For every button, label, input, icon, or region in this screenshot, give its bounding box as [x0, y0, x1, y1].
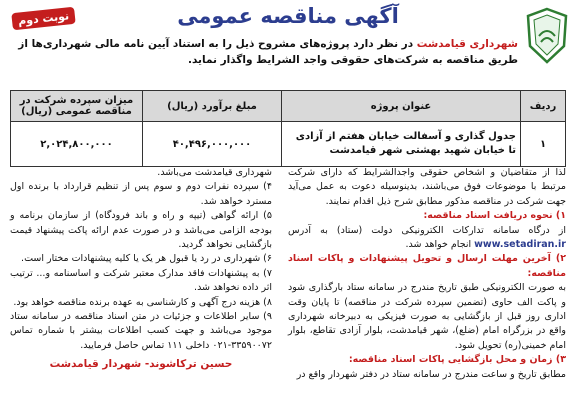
cell-project-title: جدول گذاری و آسفالت خیابان هفتم از آزادی تا خیابان شهید بهشتی شهر قیامدشت	[282, 122, 521, 167]
right-column	[288, 166, 566, 382]
documents-text: از درگاه سامانه تدارکات الکترونیکی دولت (ستاد) به آدرس	[288, 224, 566, 236]
condition-5: ۵) ارائه گواهی (تیپه و راه و باند فرودگاه) از سازمان برنامه و بودجه الزامی می‌باشد و در صورت عدم ارائه پاکت پیشنهاد قیمت بازگشایی نخواهد گردید.	[10, 210, 272, 251]
condition-6: ۶) شهرداری در رد یا قبول هر یک یا کلیه پیشنهادات مختار است.	[21, 253, 272, 265]
condition-9: ۹) سایر اطلاعات و جزئیات در متن اسناد مناقصه در سامانه ستاد موجود می‌باشد و جهت کسب اطلاعات بیشتر با شماره تماس ۳۳۵۹۰۰۷۲-۰۲۱ داخلی ۱۱۱ تماس حاصل فرمایید.	[10, 311, 272, 351]
cell-estimated-amount: ۴۰,۴۹۶,۰۰۰,۰۰۰	[143, 122, 282, 167]
condition-4: ۴) سپرده نفرات دوم و سوم پس از تنظیم قرارداد با برنده اول مسترد خواهد شد.	[10, 181, 272, 207]
intro-text: در نظر دارد پروژه‌های مشروح ذیل را به استناد آیین نامه مالی شهرداری‌ها از طریق مناقصه به شرکت‌های حقوقی واجد الشرایط واگذار نماید.	[18, 38, 518, 66]
setad-link[interactable]: www.setadiran.ir	[474, 239, 566, 251]
left-column	[10, 166, 272, 372]
table-row	[11, 122, 566, 167]
section-documents-heading: ۱) نحوه دریافت اسناد مناقصه:	[423, 210, 566, 222]
header-deposit-amount: میزان سپرده شرکت در مناقصه عمومی (ریال)	[11, 91, 143, 122]
opening-location-text: شهرداری قیامدشت می‌باشد.	[157, 167, 272, 178]
second-notice-badge: نوبت دوم	[11, 7, 76, 31]
tender-table	[10, 90, 566, 167]
header-row-number: ردیف	[521, 91, 566, 122]
intro-organization: شهرداری قیامدشت	[416, 38, 518, 50]
documents-paragraph	[288, 224, 566, 253]
intro-paragraph	[10, 36, 518, 68]
section-opening-heading: ۳) زمان و محل بازگشایی پاکات اسناد مناقصه:	[348, 354, 566, 366]
opening-paragraph: مطابق تاریخ و ساعت مندرج در سامانه ستاد در دفتر شهردار واقع در	[296, 368, 566, 380]
header-estimated-amount: مبلغ برآورد (ریال)	[143, 91, 282, 122]
cell-deposit-amount: ۲,۰۲۴,۸۰۰,۰۰۰	[11, 122, 143, 167]
table-header-row	[11, 91, 566, 122]
condition-7: ۷) به پیشنهادات فاقد مدارک معتبر شرکت و اساسنامه و... ترتیب اثر داده نخواهد شد.	[10, 267, 272, 294]
invitation-paragraph: لذا از متقاضیان و اشخاص حقوقی واجدالشرایط که دارای شرکت مرتبط با موضوعات فوق می‌باشند، بدینوسیله دعوت به عمل می‌آید جهت شرکت در مناقصه مذکور مطابق شرح ذیل اقدام نمایند.	[288, 167, 566, 207]
cell-row-number: ۱	[521, 122, 566, 167]
notice-title: آگهی مناقصه عمومی	[177, 4, 399, 28]
documents-text-end: انجام خواهد شد.	[405, 239, 475, 251]
condition-8: ۸) هزینه درج آگهی و کارشناسی به عهده برنده مناقصه خواهد بود.	[13, 296, 272, 308]
section-deadline-heading: ۲) آخرین مهلت ارسال و تحویل پیشنهادات و پاکات اسناد مناقصه:	[288, 253, 566, 279]
mayor-signature: حسین ترکاشوند- شهردار قیامدشت	[49, 358, 233, 371]
header-project-title: عنوان پروژه	[282, 91, 521, 122]
deadline-paragraph: به صورت الکترونیکی طبق تاریخ مندرج در سامانه ستاد بارگذاری شود و پاکت الف حاوی (تضمین سپرده شرکت در مناقصه) تا پایان وقت اداری روز قبل از بازگشایی به صورت فیزیکی به دبیرخانه شهرداری واقع در بزرگراه امام (ضلع)، شهر قیامدشت، بلوار آزادی تقاطع، بلوار امام خمینی(ره) تحویل شود.	[288, 282, 566, 351]
